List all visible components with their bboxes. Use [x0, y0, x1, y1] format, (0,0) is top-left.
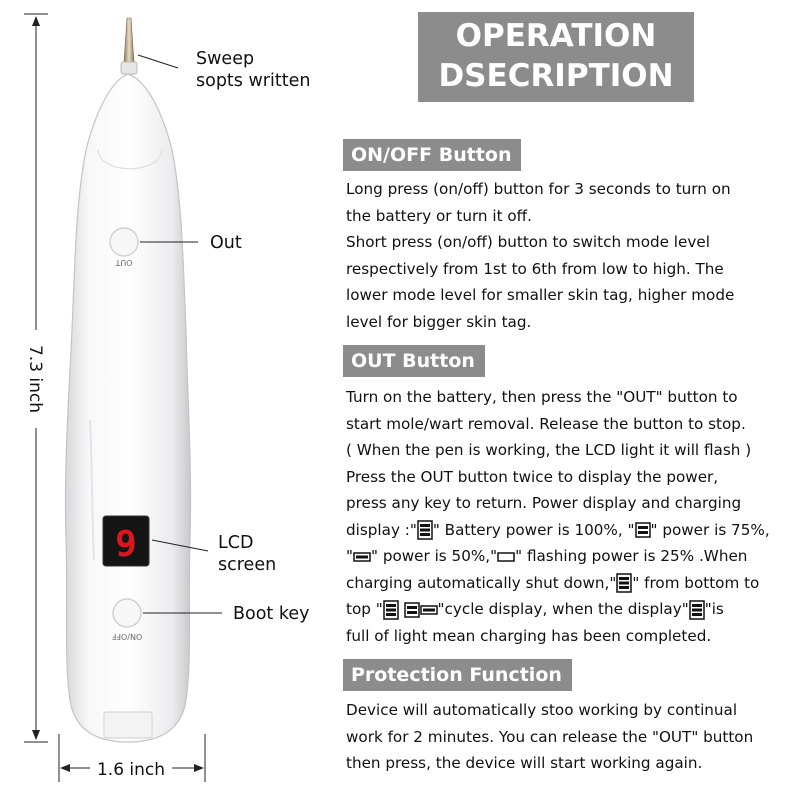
label-boot: Boot key	[233, 604, 310, 624]
battery-25-icon	[497, 552, 515, 562]
label-sweep-line1: Sweep	[196, 49, 255, 69]
text-segment: "	[346, 547, 353, 565]
text-segment: charging automatically shut down,"	[346, 573, 617, 592]
text-line: Device will automatically stoo working by continual	[346, 701, 738, 719]
text-line: Press the OUT button twice to display the power,	[346, 467, 719, 486]
text-line: Short press (on/off) button to switch mode level	[346, 233, 710, 251]
battery-50-icon	[353, 552, 371, 562]
height-dim-label: 7.3 inch	[25, 344, 45, 414]
battery-75-icon	[404, 602, 420, 618]
battery-full-icon	[616, 573, 632, 593]
section-heading-out: OUT Button	[343, 345, 485, 377]
label-lcd-line2: screen	[218, 555, 277, 575]
label-lcd-line1: LCD	[218, 533, 254, 553]
text-line	[346, 517, 792, 544]
text-line: start mole/wart removal. Release the button to stop.	[346, 414, 746, 433]
text-line: level for bigger skin tag.	[346, 312, 532, 331]
page-title	[418, 12, 694, 102]
battery-50-icon	[420, 605, 438, 615]
needle	[124, 18, 134, 62]
onoff-button[interactable]	[113, 599, 141, 627]
label-sweep	[196, 48, 310, 92]
section-heading-onoff: ON/OFF Button	[343, 139, 521, 171]
text-line: work for 2 minutes. You can release the "OUT" button	[346, 727, 754, 746]
text-line: ( When the pen is working, the LCD light it will flash )	[346, 441, 752, 459]
label-sweep-line2: sopts written	[196, 71, 311, 91]
section-heading-protection: Protection Function	[343, 659, 572, 691]
pen-illustration	[0, 0, 340, 800]
label-lcd	[218, 532, 276, 576]
battery-full-icon	[417, 520, 433, 540]
section-body-onoff	[346, 176, 792, 335]
onoff-button-label: ON/OFF	[111, 632, 143, 641]
text-line: Turn on the battery, then press the "OUT" button to	[346, 388, 738, 406]
text-segment: display :"	[346, 520, 417, 539]
out-button-label: OUT	[115, 258, 133, 267]
battery-75-icon	[635, 522, 651, 538]
text-line: full of light mean charging has been completed.	[346, 626, 712, 645]
text-line: then press, the device will start working again.	[346, 754, 703, 772]
lcd-digit: 9	[115, 524, 137, 565]
needle-collar	[121, 62, 137, 74]
text-line: respectively from 1st to 6th from low to high. The	[346, 259, 724, 278]
label-out: Out	[210, 233, 242, 253]
text-line: Long press (on/off) button for 3 seconds to turn on	[346, 180, 731, 198]
text-line: the battery or turn it off.	[346, 206, 532, 225]
section-body-out	[346, 384, 792, 649]
text-segment: " Battery power is 100%, "	[432, 520, 635, 539]
text-segment: "is	[704, 600, 724, 618]
section-body-protection	[346, 697, 792, 777]
text-line: lower mode level for smaller skin tag, higher mode	[346, 286, 735, 304]
text-segment: " flashing power is 25% .When	[515, 547, 748, 565]
out-button[interactable]	[110, 228, 138, 256]
text-segment: " from bottom to	[632, 573, 760, 592]
text-segment: " power is 75%,	[650, 520, 770, 539]
width-dim-label: 1.6 inch	[96, 760, 166, 780]
text-line	[346, 596, 792, 623]
bottom-cap	[104, 712, 152, 738]
title-line-1: OPERATION	[455, 18, 657, 54]
text-line	[346, 570, 792, 597]
leader-sweep	[138, 55, 178, 68]
text-segment: top "	[346, 600, 383, 618]
text-line	[346, 543, 792, 570]
text-line: press any key to return. Power display and charging	[346, 494, 742, 512]
battery-full-icon	[383, 600, 399, 620]
text-segment: "cycle display, when the display"	[437, 600, 689, 618]
text-segment: " power is 50%,"	[371, 547, 498, 565]
battery-full-icon	[689, 600, 705, 620]
title-line-2: DSECRIPTION	[438, 58, 674, 94]
